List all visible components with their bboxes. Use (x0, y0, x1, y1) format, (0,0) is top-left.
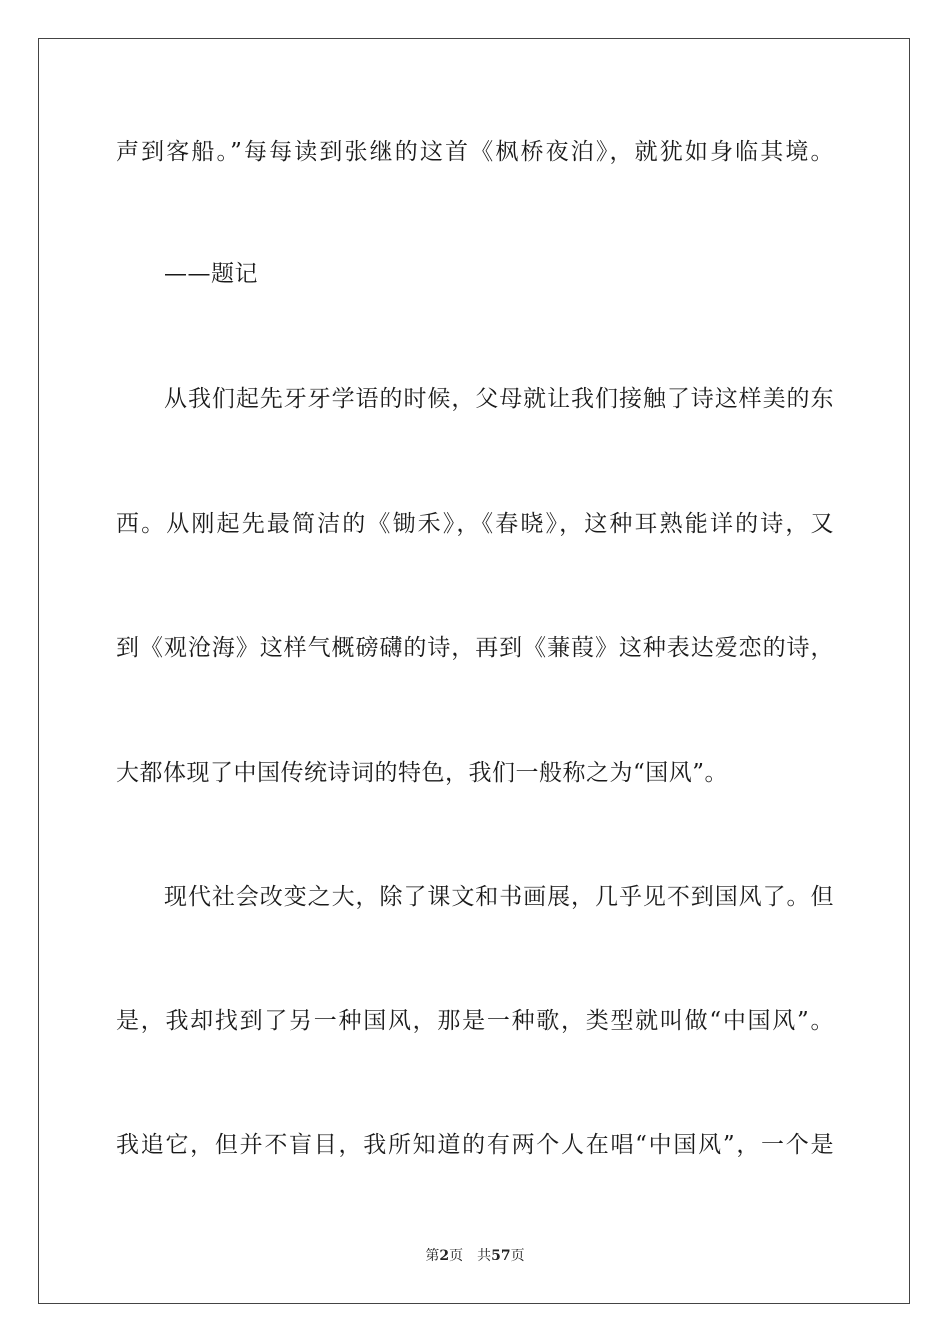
text-line-9: 我追它，但并不盲目，我所知道的有两个人在唱“中国风”，一个是 (116, 1132, 834, 1158)
text-line-3: 从我们起先牙牙学语的时候，父母就让我们接触了诗这样美的东 (164, 386, 834, 412)
page-suffix: 页 (449, 1248, 464, 1264)
total-pages: 57 (491, 1248, 511, 1264)
text-line-7: 现代社会改变之大，除了课文和书画展，几乎见不到国风了。但 (164, 884, 834, 910)
text-line-1: 声到客船。”每每读到张继的这首《枫桥夜泊》，就犹如身临其境。 (116, 139, 834, 165)
text-line-8: 是，我却找到了另一种国风，那是一种歌，类型就叫做“中国风”。 (116, 1008, 834, 1034)
text-line-5: 到《观沧海》这样气概磅礴的诗，再到《蒹葭》这种表达爱恋的诗， (116, 635, 834, 661)
epigraph-attribution: ——题记 (164, 261, 258, 287)
page-number: 2 (439, 1248, 450, 1264)
total-suffix: 页 (510, 1248, 525, 1264)
page-border (38, 38, 910, 1304)
text-line-4: 西。从刚起先最简洁的《锄禾》，《春晓》，这种耳熟能详的诗，又 (116, 511, 834, 537)
text-line-6: 大都体现了中国传统诗词的特色，我们一般称之为“国风”。 (116, 760, 729, 786)
page-footer (0, 1247, 950, 1265)
page-prefix: 第 (425, 1248, 440, 1264)
total-prefix: 共 (477, 1248, 492, 1264)
